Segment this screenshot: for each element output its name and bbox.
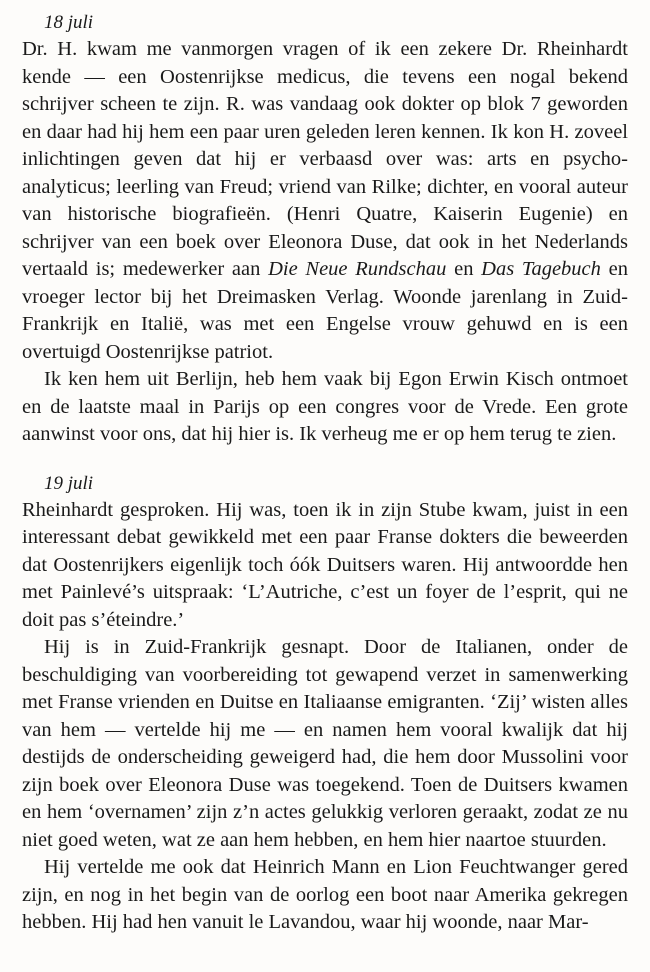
text-run: Dr. H. kwam me vanmorgen vragen of ik een zekere Dr. Rheinhardt kende — een Oostenrijkse medicus, die tevens een nogal bekend schrijver scheen te zijn. R. was vandaag ook dokter op blok 7 geworden en daar had hij hem een paar uren geleden leren kennen. Ik kon H. zoveel inlichtingen geven dat hij er verbaasd over was: arts en psycho-analyticus; leerling van Freud; vriend van Rilke; dichter, en vooral auteur van historische biografieën. (Henri Quatre, Kaiserin Eugenie) en schrijver van een boek over Eleonora Duse, dat ook in het Nederlands vertaald is; medewerker aan	[22, 38, 628, 280]
text-run: en vroeger lector bij het Dreimasken Verlag. Woonde jarenlang in Zuid-Frankrijk en Italië, was met een Engelse vrouw gehuwd en is een overtuigd Oostenrijkse patriot.	[22, 258, 628, 363]
entry-date: 18 juli	[44, 12, 94, 33]
text-run: Hij is in Zuid-Frankrijk gesnapt. Door de Italianen, onder de beschuldiging van voorbereiding tot gewapend verzet in samenwerking met Franse vrienden en Duitse en Italiaanse emigranten. ‘Zij’ wisten alles van hem — vertelde hij me — en namen hem vooral kwalijk dat hij destijds de onderscheiding geweigerd had, die hem door Mussolini voor zijn boek over Eleonora Duse was toegekend. Toen de Duitsers kwamen en hem ‘overnamen’ zijn z’n actes gelukkig verloren geraakt, zodat ze nu niet goed weten, wat ze aan hem hebben, en hem hier naartoe stuurden.	[22, 636, 628, 851]
text-run: Ik ken hem uit Berlijn, heb hem vaak bij Egon Erwin Kisch ontmoet en de laatste maal in Parijs op een congres voor de Vrede. Een grote aanwinst voor ons, dat hij hier is. Ik verheug me er op hem terug te zien.	[22, 368, 628, 445]
paragraph	[22, 634, 628, 854]
diary-entry	[22, 10, 628, 449]
paragraph	[22, 497, 628, 635]
text-run: Rheinhardt gesproken. Hij was, toen ik in zijn Stube kwam, juist in een interessant debat gewikkeld met een paar Franse dokters die beweerden dat Oostenrijkers eigenlijk toch óók Duitsers waren. Hij antwoordde hen met Painlevé’s uitspraak: ‘L’Autriche, c’est un foyer de l’esprit, qui ne doit pas s’éteindre.’	[22, 498, 628, 631]
journal-title: Die Neue Rundschau	[268, 258, 447, 280]
entry-date: 19 juli	[44, 472, 94, 494]
paragraph	[22, 854, 628, 937]
entry-spacer	[22, 449, 628, 471]
paragraph	[22, 36, 628, 366]
paragraph	[22, 366, 628, 449]
text-run: Hij vertelde me ook dat Heinrich Mann en Lion Feuchtwanger gered zijn, en nog in het begin van de oorlog een boot naar Amerika gekregen hebben. Hij had hen vanuit le Lavandou, waar hij woonde, naar Mar-	[22, 856, 628, 933]
diary-entry	[22, 471, 628, 937]
text-run: en	[446, 258, 482, 280]
journal-title: Das Tagebuch	[481, 258, 601, 280]
